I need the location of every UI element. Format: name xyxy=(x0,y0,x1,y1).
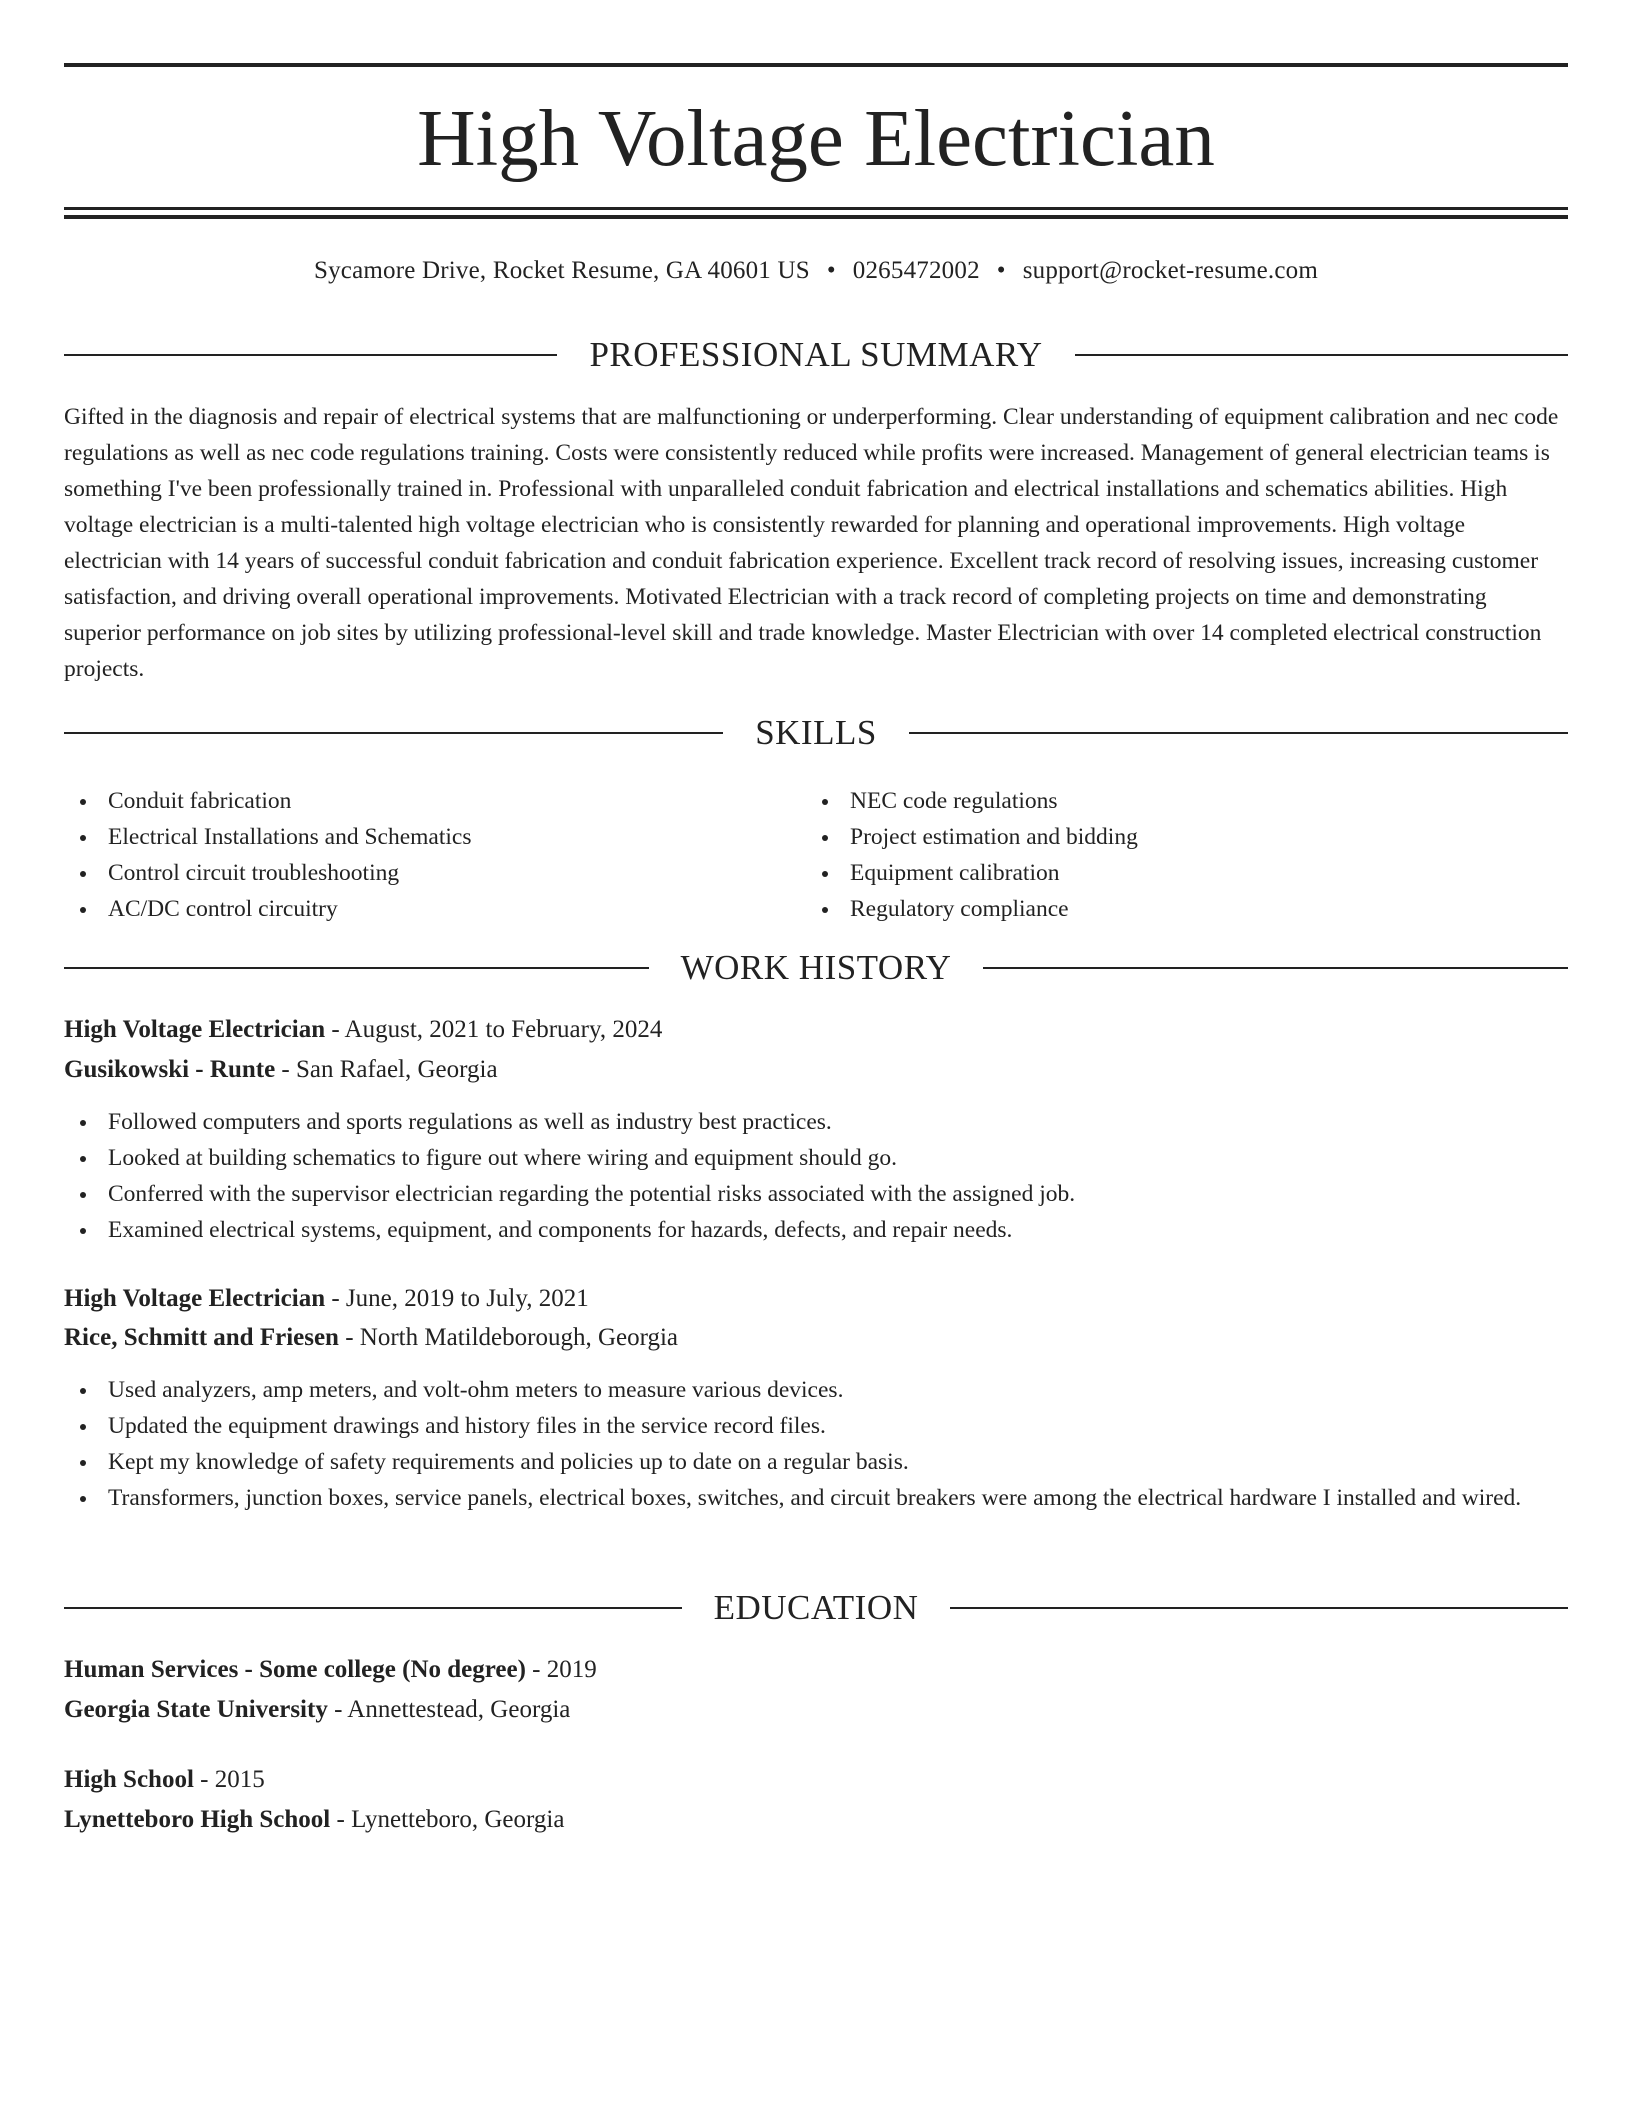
summary-title: PROFESSIONAL SUMMARY xyxy=(589,335,1043,374)
job-bullet: Examined electrical systems, equipment, and components for hazards, defects, and repair needs. xyxy=(64,1212,1568,1248)
job-company: Rice, Schmitt and Friesen xyxy=(64,1324,339,1351)
skill-item: Regulatory compliance xyxy=(806,891,1546,927)
heading-rule-right xyxy=(950,1607,1568,1609)
job-title: High Voltage Electrician xyxy=(64,1016,326,1043)
job-dates: - June, 2019 to July, 2021 xyxy=(325,1285,589,1312)
education-school: Lynetteboro High School xyxy=(64,1806,331,1833)
education-degree-line xyxy=(64,1650,1568,1690)
top-rule xyxy=(64,63,1568,67)
skills-list-left xyxy=(64,783,804,927)
job-dates: - August, 2021 to February, 2024 xyxy=(325,1016,663,1043)
job-bullet: Transformers, junction boxes, service panels, electrical boxes, switches, and circuit breakers were among the electrical hardware I installed and wired. xyxy=(64,1480,1568,1516)
skill-item: Control circuit troubleshooting xyxy=(64,855,804,891)
education-title: EDUCATION xyxy=(713,1588,919,1627)
job-title-line xyxy=(64,1010,1568,1050)
contact-separator: • xyxy=(996,257,1006,284)
job-bullet: Looked at building schematics to figure out where wiring and equipment should go. xyxy=(64,1140,1568,1176)
education-school-line xyxy=(64,1690,1568,1730)
skill-item: NEC code regulations xyxy=(806,783,1546,819)
heading-rule-right xyxy=(1075,354,1568,356)
heading-rule-left xyxy=(64,967,649,969)
education-school-line xyxy=(64,1800,1568,1840)
job-company: Gusikowski - Runte xyxy=(64,1056,276,1083)
resume-name: High Voltage Electrician xyxy=(417,93,1215,183)
education-school: Georgia State University xyxy=(64,1696,328,1723)
education-location: - Lynetteboro, Georgia xyxy=(330,1806,565,1833)
skills-title: SKILLS xyxy=(755,713,877,752)
job-bullet: Kept my knowledge of safety requirements and policies up to date on a regular basis. xyxy=(64,1444,1568,1480)
heading-rule-left xyxy=(64,1607,682,1609)
job-location: - San Rafael, Georgia xyxy=(275,1056,498,1083)
skills-heading xyxy=(64,711,1568,755)
job-title-line xyxy=(64,1279,1568,1319)
contact-separator: • xyxy=(826,257,836,284)
skill-item: AC/DC control circuitry xyxy=(64,891,804,927)
skill-item: Project estimation and bidding xyxy=(806,819,1546,855)
heading-rule-right xyxy=(983,967,1568,969)
contact-line xyxy=(64,254,1568,288)
skill-item: Equipment calibration xyxy=(806,855,1546,891)
heading-rule-left xyxy=(64,732,723,734)
job-company-line xyxy=(64,1050,1568,1090)
job-bullet: Used analyzers, amp meters, and volt-ohm meters to measure various devices. xyxy=(64,1372,1568,1408)
job-bullets xyxy=(64,1104,1568,1248)
education-degree: Human Services - Some college (No degree) xyxy=(64,1656,526,1683)
education-location: - Annettestead, Georgia xyxy=(327,1696,571,1723)
double-rule-lower xyxy=(64,215,1568,219)
education-year: - 2015 xyxy=(193,1766,265,1793)
contact-phone: 0265472002 xyxy=(852,257,980,284)
job-bullet: Conferred with the supervisor electrician regarding the potential risks associated with the assigned job. xyxy=(64,1176,1568,1212)
skill-item: Electrical Installations and Schematics xyxy=(64,819,804,855)
education-year: - 2019 xyxy=(525,1656,597,1683)
heading-rule-left xyxy=(64,354,557,356)
skills-list-right xyxy=(806,783,1546,927)
contact-address: Sycamore Drive, Rocket Resume, GA 40601 US xyxy=(313,257,810,284)
work-heading xyxy=(64,946,1568,990)
job-bullets xyxy=(64,1372,1568,1516)
job-location: - North Matildeborough, Georgia xyxy=(338,1324,679,1351)
work-title: WORK HISTORY xyxy=(680,948,952,987)
education-heading xyxy=(64,1586,1568,1630)
summary-heading xyxy=(64,333,1568,377)
job-bullet: Updated the equipment drawings and history files in the service record files. xyxy=(64,1408,1568,1444)
contact-email: support@rocket-resume.com xyxy=(1022,257,1319,284)
job-bullet: Followed computers and sports regulations as well as industry best practices. xyxy=(64,1104,1568,1140)
skill-item: Conduit fabrication xyxy=(64,783,804,819)
job-company-line xyxy=(64,1318,1568,1358)
education-degree-line xyxy=(64,1760,1568,1800)
double-rule-upper xyxy=(64,207,1568,210)
heading-rule-right xyxy=(909,732,1568,734)
summary-text: Gifted in the diagnosis and repair of electrical systems that are malfunctioning or underperforming. Clear understanding of equipment calibration and nec code regulations as well as nec code regulations training. Costs were consistently reduced while profits were increased. Management of general electrician teams is something I've been professionally trained in. Professional with unparalleled conduit fabrication and electrical installations and schematics abilities. High voltage electrician is a multi-talented high voltage electrician who is consistently rewarded for planning and operational improvements. High voltage electrician with 14 years of successful conduit fabrication and conduit fabrication experience. Excellent track record of resolving issues, increasing customer satisfaction, and driving overall operational improvements. Motivated Electrician with a track record of completing projects on time and demonstrating superior performance on job sites by utilizing professional-level skill and trade knowledge. Master Electrician with over 14 completed electrical construction projects. xyxy=(64,404,1559,682)
education-degree: High School xyxy=(64,1766,194,1793)
job-title: High Voltage Electrician xyxy=(64,1285,326,1312)
